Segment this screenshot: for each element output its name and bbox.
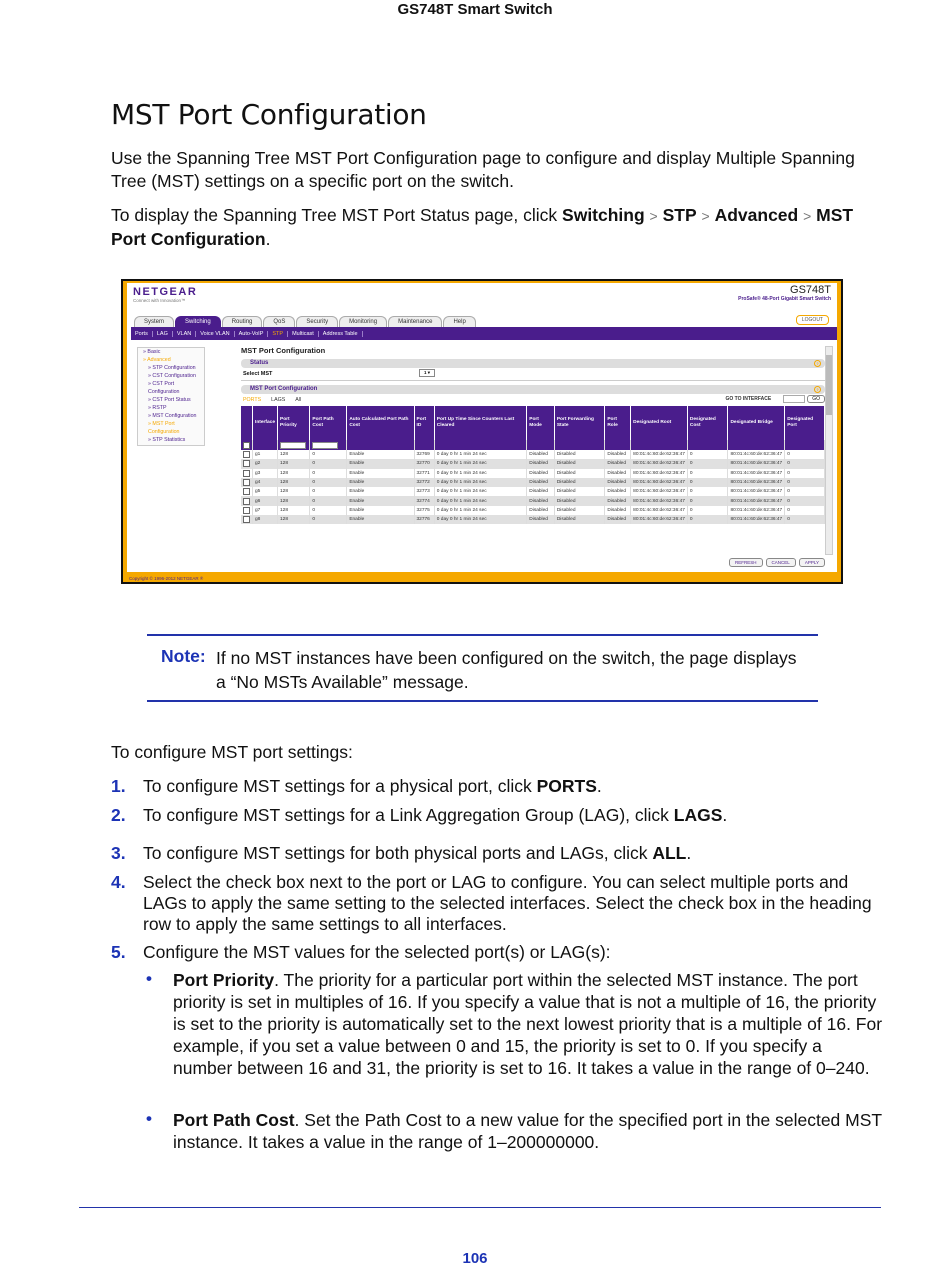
input-cell [310,440,347,450]
input-cell [241,440,253,450]
column-header: Port Role [605,406,631,440]
sidebar-menu [137,347,205,446]
sidebar-item[interactable]: » Advanced [143,357,171,363]
column-header: Port Forwarding State [554,406,605,440]
table-cell: 128 [278,506,310,515]
table-cell: 0 [785,515,825,524]
footer-rule [79,1207,881,1208]
column-header: Auto Calculated Port Path Cost [347,406,414,440]
step-text: To configure MST settings for a Link Aggregation Group (LAG), click LAGS. [143,805,728,825]
select-mst-value: 1 [423,370,427,375]
row-checkbox[interactable] [243,451,250,458]
sidebar-item[interactable]: » MST Configuration [148,413,197,419]
select-mst-label: Select MST [243,371,273,377]
table-cell: Enable [347,450,414,459]
content-title: MST Port Configuration [241,346,326,355]
tab-security[interactable]: Security [296,316,338,328]
table-cell: Enable [347,496,414,505]
main-tabs [134,316,477,327]
step-text: To configure MST settings for both physical ports and LAGs, click ALL. [143,843,692,863]
table-cell: 0 day 0 hr 1 min 24 sec [434,487,527,496]
bullet-text: Port Path Cost. Set the Path Cost to a new value for the specified port in the selected MST instance. It takes a value in the range of 1–200000000. [173,1110,882,1152]
table-cell: 0 [310,469,347,478]
step-number: 3. [111,843,126,863]
input-cell [687,440,728,450]
input-cell [728,440,785,450]
row-checkbox[interactable] [243,470,250,477]
row-checkbox[interactable] [243,507,250,514]
tab-system[interactable]: System [134,316,174,328]
input-cell [785,440,825,450]
steps-intro: To configure MST port settings: [111,742,353,762]
table-cell: 0 [687,496,728,505]
note-text: If no MST instances have been configured on the switch, the page displays a “No MSTs Available” message. [216,648,797,692]
table-cell: 0 day 0 hr 1 min 24 sec [434,506,527,515]
input-cell [631,440,688,450]
bullet-text: Port Priority. The priority for a particular port within the selected MST instance. The port priority is set in multiples of 16. If you specify a value that is not a multiple of 16, the priority is set to the priority is automatically set to the next lowest priority that is a multiple of 16. For example, if you set a value between 0 and 15, the priority is set to 0. If you specify a number between 16 and 31, the priority is set to 16. It takes a value in the range of 0–240. [173,970,883,1078]
table-cell: Enable [347,478,414,487]
table-cell: 80:01:4c:60:de:62:36:47 [631,506,688,515]
status-section-bar [241,359,825,368]
table-row[interactable] [241,478,825,487]
tab-maintenance[interactable]: Maintenance [388,316,442,328]
table-cell: Disabled [554,459,605,468]
table-cell: 0 day 0 hr 1 min 24 sec [434,450,527,459]
tab-switching[interactable]: Switching [175,316,221,328]
running-header: GS748T Smart Switch [397,1,553,18]
column-header: Port Path Cost [310,406,347,440]
row-checkbox[interactable] [243,488,250,495]
table-cell: 0 [687,459,728,468]
step-text: Configure the MST values for the selected port(s) or LAG(s): [143,942,611,962]
table-cell: 32772 [414,478,434,487]
table-row[interactable] [241,515,825,524]
table-cell: 80:01:4c:60:de:62:36:47 [631,478,688,487]
table-cell: 0 [310,459,347,468]
table-cell: Disabled [527,459,555,468]
table-cell: 80:01:4c:60:de:62:36:47 [631,487,688,496]
column-header: Port Priority [278,406,310,440]
table-cell: 0 [310,515,347,524]
table-cell: 0 day 0 hr 1 min 24 sec [434,496,527,505]
row-select-cell [241,487,253,496]
bullet-term: Port Priority [173,970,275,990]
table-header-row [241,406,825,440]
table-cell: 32770 [414,459,434,468]
table-cell: 80:01:4c:60:de:62:36:47 [728,487,785,496]
table-cell: 80:01:4c:60:de:62:36:47 [631,459,688,468]
subnav-multicast[interactable]: Multicast [288,331,319,337]
row-select-cell [241,469,253,478]
mst-port-table [241,406,825,524]
table-cell: Enable [347,459,414,468]
input-cell [414,440,434,450]
input-cell [253,440,278,450]
table-cell: 0 day 0 hr 1 min 24 sec [434,459,527,468]
sidebar-item[interactable]: » RSTP [148,405,167,411]
table-cell: 128 [278,459,310,468]
table-cell: Disabled [605,478,631,487]
column-header: Port Up Time Since Counters Last Cleared [434,406,527,440]
table-cell: Disabled [527,469,555,478]
input-cell [554,440,605,450]
bullet-glyph: • [146,1109,152,1128]
nav-sep: > [701,208,710,224]
table-cell: Disabled [554,487,605,496]
row-select-cell [241,478,253,487]
table-cell: g2 [253,459,278,468]
table-cell: Disabled [605,487,631,496]
input-cell [527,440,555,450]
table-cell: 0 [785,487,825,496]
table-cell: Disabled [605,506,631,515]
scrollbar[interactable] [825,346,833,555]
cancel-button[interactable]: CANCEL [766,558,796,567]
step-number: 5. [111,942,126,962]
table-cell: Disabled [554,469,605,478]
note-top-rule [147,634,818,636]
row-select-cell [241,496,253,505]
table-cell: g5 [253,487,278,496]
table-cell: 0 [310,450,347,459]
table-cell: 0 [687,506,728,515]
row-select-cell [241,450,253,459]
table-cell: Enable [347,515,414,524]
sidebar-item[interactable]: Configuration [148,389,180,395]
nav-stp: STP [662,205,697,225]
sidebar-item[interactable]: » STP Configuration [148,365,196,371]
table-cell: 0 [687,450,728,459]
step-keyword: ALL [652,843,687,863]
column-header: Interface [253,406,278,440]
input-cell [434,440,527,450]
tab-monitoring[interactable]: Monitoring [339,316,387,328]
column-header: Designated Port [785,406,825,440]
port-path-cost-input[interactable] [312,442,338,449]
table-cell: 0 [310,506,347,515]
tab-routing[interactable]: Routing [222,316,263,328]
sidebar-item[interactable]: » Basic [143,349,161,355]
table-cell: Disabled [605,450,631,459]
input-cell [605,440,631,450]
table-cell: Disabled [527,450,555,459]
table-cell: 80:01:4c:60:de:62:36:47 [728,496,785,505]
table-cell: Enable [347,506,414,515]
table-cell: 80:01:4c:60:de:62:36:47 [728,478,785,487]
goto-input[interactable] [783,395,805,403]
table-input-row [241,440,825,450]
filter-lags[interactable]: LAGS [271,397,286,403]
step-text: To configure MST settings for a physical port, click PORTS. [143,776,602,796]
copyright: Copyright © 1996-2012 NETGEAR ® [129,576,204,581]
table-cell: Disabled [527,515,555,524]
port-priority-input[interactable] [280,442,306,449]
table-cell: 0 [785,478,825,487]
row-checkbox[interactable] [243,498,250,505]
input-cell [347,440,414,450]
goto-interface [725,395,825,403]
table-cell: 80:01:4c:60:de:62:36:47 [728,506,785,515]
refresh-button[interactable]: REFRESH [729,558,763,567]
select-mst-row [241,368,825,381]
intro-paragraph: Use the Spanning Tree MST Port Configuration page to configure and display Multiple Spanning Tree (MST) settings on a specific port on the switch. [111,148,855,191]
table-cell: 0 [785,459,825,468]
sidebar-item[interactable]: » MST Port [148,421,175,427]
table-cell: 0 day 0 hr 1 min 24 sec [434,515,527,524]
subnav-stp[interactable]: STP [268,331,288,337]
table-cell: g6 [253,496,278,505]
nav-instructions [111,204,871,251]
subnav-lag[interactable]: LAG [153,331,173,337]
table-cell: 128 [278,487,310,496]
step-number: 1. [111,776,126,796]
note-label: Note: [161,646,206,666]
table-cell: 32769 [414,450,434,459]
table-cell: Disabled [527,506,555,515]
table-cell: Disabled [554,478,605,487]
table-cell: 80:01:4c:60:de:62:36:47 [728,459,785,468]
config-section-label: MST Port Configuration [250,386,318,392]
table-cell: 80:01:4c:60:de:62:36:47 [728,450,785,459]
subnav-ports[interactable]: Ports [131,331,153,337]
tab-help[interactable]: Help [443,316,475,328]
table-cell: Disabled [605,496,631,505]
filter-ports[interactable]: PORTS [243,397,262,403]
table-cell: g3 [253,469,278,478]
table-cell: 0 [687,487,728,496]
table-cell: 128 [278,515,310,524]
sidebar-item[interactable]: » CST Port [148,381,175,387]
sidebar-item[interactable]: Configuration [148,429,180,435]
sidebar-item[interactable]: » CST Port Status [148,397,191,403]
step-keyword: PORTS [536,776,597,796]
row-checkbox[interactable] [243,516,250,523]
nav-switching: Switching [562,205,645,225]
table-row[interactable] [241,469,825,478]
row-select-cell [241,506,253,515]
table-cell: Disabled [527,487,555,496]
sub-navigation [131,327,837,340]
tab-qos[interactable]: QoS [263,316,295,328]
nav-prefix: To display the Spanning Tree MST Port Status page, click [111,205,563,225]
row-checkbox[interactable] [243,460,250,467]
table-cell: 0 [785,496,825,505]
table-cell: Enable [347,487,414,496]
interface-filter [241,394,825,406]
nav-sep: > [803,208,812,224]
content-area [241,346,825,565]
logo-tagline: Connect with Innovation™ [133,298,186,303]
table-row[interactable] [241,487,825,496]
logout-button[interactable]: LOGOUT [796,315,829,325]
table-row[interactable] [241,459,825,468]
step-number: 4. [111,872,126,892]
page-title: MST Port Configuration [111,98,427,131]
table-cell: 0 [785,469,825,478]
table-cell: g4 [253,478,278,487]
table-cell: Disabled [605,469,631,478]
subnav-address-table[interactable]: Address Table [319,331,363,337]
table-cell: 80:01:4c:60:de:62:36:47 [728,515,785,524]
ui-screenshot [121,279,843,584]
table-cell: 0 [310,478,347,487]
column-header: Port Mode [527,406,555,440]
table-cell: 0 [687,478,728,487]
table-cell: 0 [785,506,825,515]
step-text: Select the check box next to the port or LAG to configure. You can select multiple ports and LAGs to apply the same setting to the selected interfaces. Select the check box in the heading row to apply the same settings to all interfaces. [143,872,872,934]
table-cell: g7 [253,506,278,515]
subnav-auto-voip[interactable]: Auto-VoIP [235,331,269,337]
table-row[interactable] [241,450,825,459]
table-cell: Disabled [527,478,555,487]
subnav-voice-vlan[interactable]: Voice VLAN [196,331,234,337]
nav-advanced: Advanced [714,205,799,225]
table-cell: 0 [785,450,825,459]
table-cell: Disabled [527,496,555,505]
model-name: GS748T [790,284,831,296]
help-icon[interactable]: ? [814,360,821,367]
step-number: 2. [111,805,126,825]
help-icon[interactable]: ? [814,386,821,393]
table-cell: 0 day 0 hr 1 min 24 sec [434,478,527,487]
table-cell: Disabled [605,459,631,468]
column-header: Port ID [414,406,434,440]
config-section-bar [241,385,825,394]
step-keyword: LAGS [673,805,723,825]
table-cell: 128 [278,496,310,505]
table-cell: 128 [278,450,310,459]
page-number: 106 [462,1250,488,1267]
goto-label: GO TO INTERFACE [725,396,772,403]
select-all-checkbox[interactable] [243,442,250,449]
select-all-column [241,406,253,440]
table-cell: 0 day 0 hr 1 min 24 sec [434,469,527,478]
table-cell: 80:01:4c:60:de:62:36:47 [728,469,785,478]
table-cell: 0 [687,469,728,478]
table-cell: 32775 [414,506,434,515]
table-cell: 32773 [414,487,434,496]
row-select-cell [241,459,253,468]
nav-end: . [265,229,271,249]
table-cell: Disabled [554,515,605,524]
scrollbar-thumb[interactable] [826,355,832,415]
input-cell [278,440,310,450]
row-select-cell [241,515,253,524]
go-button[interactable]: GO [807,395,825,403]
apply-button[interactable]: APPLY [799,558,825,567]
table-cell: 32771 [414,469,434,478]
sidebar-item[interactable]: » CST Configuration [148,373,196,379]
table-cell: Disabled [554,450,605,459]
table-cell: Disabled [554,506,605,515]
netgear-logo: NETGEAR [133,286,198,298]
table-cell: 128 [278,478,310,487]
note-bottom-rule [147,700,818,702]
column-header: Designated Root [631,406,688,440]
column-header: Designated Bridge [728,406,785,440]
sidebar-item[interactable]: » STP Statistics [148,437,186,443]
table-cell: 80:01:4c:60:de:62:36:47 [631,515,688,524]
nav-mst-port-config: MST Port Configuration [111,205,854,249]
table-cell: 0 [310,487,347,496]
table-cell: 80:01:4c:60:de:62:36:47 [631,496,688,505]
table-cell: 0 [687,515,728,524]
filter-all[interactable]: All [295,397,302,403]
table-cell: g1 [253,450,278,459]
table-cell: 32774 [414,496,434,505]
row-checkbox[interactable] [243,479,250,486]
table-cell: Disabled [605,515,631,524]
table-row[interactable] [241,496,825,505]
table-cell: g8 [253,515,278,524]
model-subtitle: ProSafe® 48-Port Gigabit Smart Switch [738,296,831,302]
table-cell: 80:01:4c:60:de:62:36:47 [631,450,688,459]
table-row[interactable] [241,506,825,515]
subnav-vlan[interactable]: VLAN [173,331,196,337]
bullet-glyph: • [146,969,152,988]
status-section-label: Status [250,360,269,366]
column-header: Designated Cost [687,406,728,440]
table-cell: Enable [347,469,414,478]
table-cell: 32776 [414,515,434,524]
select-mst-dropdown[interactable]: 1 ▾ [419,369,435,377]
table-cell: Disabled [554,496,605,505]
nav-sep: > [649,208,658,224]
table-cell: 80:01:4c:60:de:62:36:47 [631,469,688,478]
table-cell: 0 [310,496,347,505]
ui-window [127,283,837,572]
bullet-term: Port Path Cost [173,1110,295,1130]
table-cell: 128 [278,469,310,478]
action-buttons [729,558,825,567]
